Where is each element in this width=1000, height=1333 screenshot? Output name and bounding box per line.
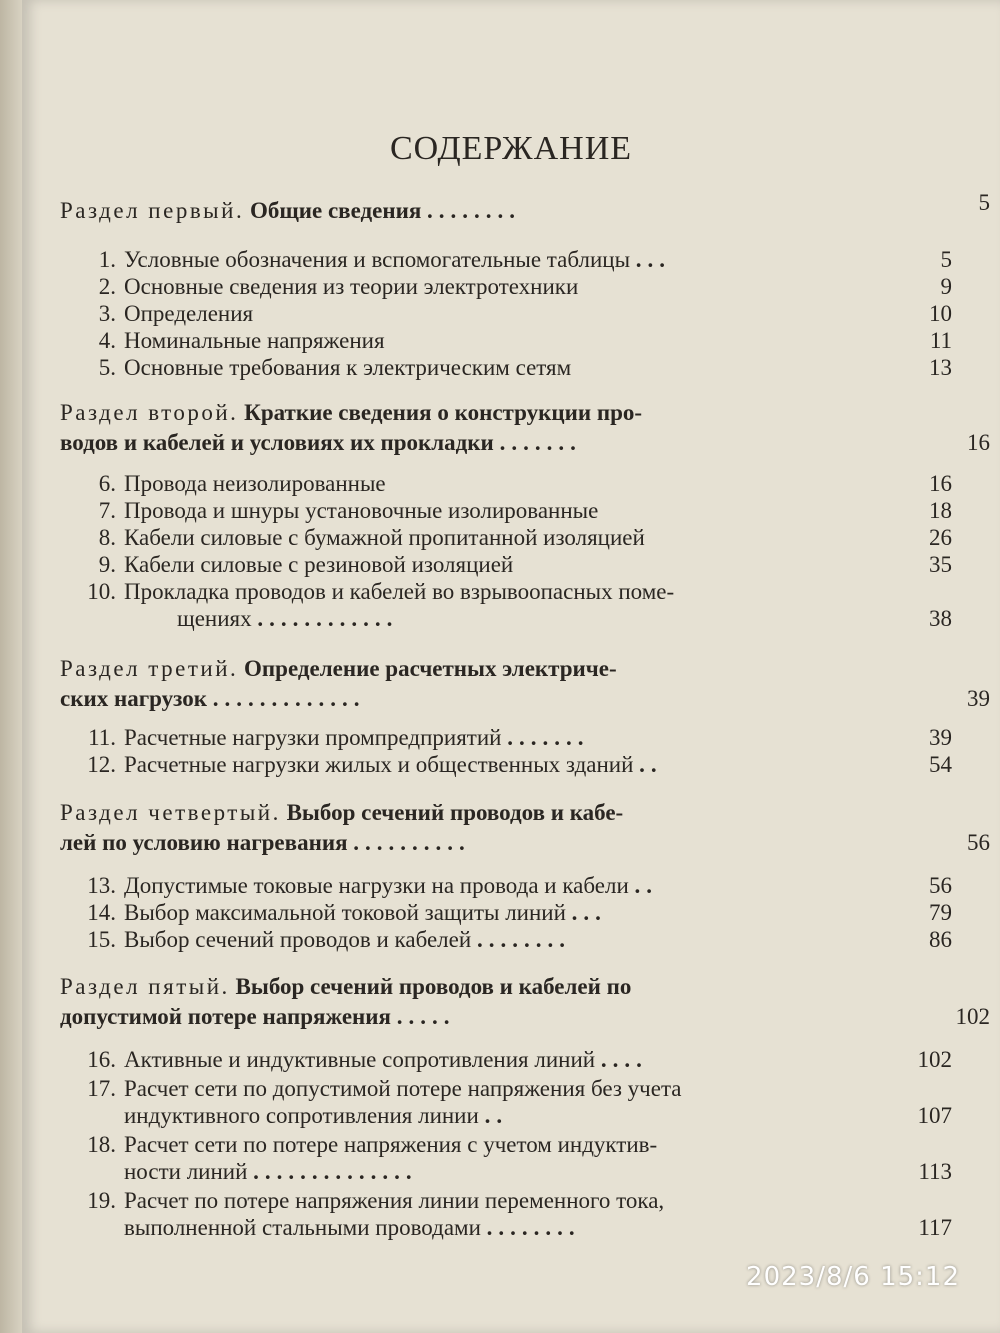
page-title: СОДЕРЖАНИЕ	[389, 130, 633, 167]
item-number: 15.	[87, 927, 116, 952]
page-number: 10	[929, 301, 952, 326]
item-number: 9.	[98, 552, 116, 577]
item-title: Определения	[124, 301, 254, 326]
page-number: 86	[929, 927, 952, 952]
item-title: Расчетные нагрузки жилых и общественных зданий	[124, 752, 634, 777]
item-number: 19.	[87, 1188, 116, 1213]
toc-item-1: 1. Условные обозначения и вспомогательные таблицы ... 5	[82, 246, 952, 273]
toc-item-15: 15. Выбор сечений проводов и кабелей ........ 86	[82, 926, 952, 953]
toc-item-2	[82, 273, 952, 300]
item-number: 13.	[87, 873, 116, 898]
page-number: 54	[929, 752, 952, 777]
toc-item-7	[82, 497, 952, 524]
page-number: 39	[967, 686, 990, 711]
toc-item-4	[82, 327, 952, 354]
toc-item-14: 14. Выбор максимальной токовой защиты линий ... 79	[82, 899, 952, 926]
item-number: 6.	[98, 471, 116, 496]
page-number: 5	[940, 247, 952, 272]
page-number: 102	[917, 1047, 952, 1072]
toc-item-17: 17. Расчет сети по допустимой потере напряжения без учета индуктивного сопротивления линии .. 107	[82, 1075, 952, 1129]
book-spine	[0, 0, 22, 1333]
section-prefix: Раздел второй.	[60, 400, 239, 425]
page-number: 56	[967, 830, 990, 855]
section-prefix: Раздел третий.	[60, 656, 239, 681]
section-prefix: Раздел пятый.	[60, 974, 230, 999]
item-title-cont: выполненной стальными проводами	[124, 1215, 481, 1240]
item-title: Активные и индуктивные сопротивления линий	[124, 1047, 596, 1072]
item-title: Расчет сети по потере напряжения с учетом индуктив-	[124, 1132, 658, 1157]
page-number: 11	[929, 328, 952, 353]
page-number: 107	[917, 1103, 952, 1128]
item-title: Провода неизолированные	[124, 471, 386, 496]
page-number: 16	[929, 471, 952, 496]
page-number: 5	[978, 190, 990, 215]
item-title: Прокладка проводов и кабелей во взрывоопасных поме-	[124, 579, 675, 604]
section-4-heading: Раздел четвертый. Выбор сечений проводов и кабе- лей по условию нагревания .......... 56	[60, 798, 990, 858]
item-title: Номинальные напряжения	[124, 328, 385, 353]
page-number: 38	[929, 606, 952, 631]
section-prefix: Раздел первый.	[60, 198, 245, 223]
toc-item-9	[82, 551, 952, 578]
page-number: 56	[929, 873, 952, 898]
section-1-heading: Раздел первый. Общие сведения ........ 5	[60, 190, 990, 223]
section-name: Выбор сечений проводов и кабе-	[286, 800, 624, 825]
item-number: 17.	[87, 1076, 116, 1101]
toc-item-18: 18. Расчет сети по потере напряжения с учетом индуктив- ности линий .............. 113	[82, 1131, 952, 1185]
toc-item-11: 11. Расчетные нагрузки промпредприятий ....... 39	[82, 724, 952, 751]
item-title: Основные сведения из теории электротехники	[124, 274, 579, 299]
item-number: 10.	[87, 579, 116, 604]
item-number: 4.	[98, 328, 116, 353]
section-name: Определение расчетных электриче-	[244, 656, 617, 681]
item-title-cont: щениях	[177, 606, 252, 631]
item-title: Расчетные нагрузки промпредприятий	[124, 725, 502, 750]
toc-item-5	[82, 354, 952, 381]
page-number: 117	[918, 1215, 952, 1240]
page-number: 79	[929, 900, 952, 925]
page-number: 26	[929, 525, 952, 550]
item-number: 11.	[88, 725, 116, 750]
page-number: 35	[929, 552, 952, 577]
item-title: Провода и шнуры установочные изолированные	[124, 498, 599, 523]
item-number: 18.	[87, 1132, 116, 1157]
item-title: Условные обозначения и вспомогательные таблицы	[124, 247, 631, 272]
toc-item-6	[82, 470, 952, 497]
page-number: 102	[955, 1004, 990, 1029]
page-number: 113	[918, 1159, 952, 1184]
item-title-cont: ности линий	[124, 1159, 248, 1184]
item-title: Допустимые токовые нагрузки на провода и кабели	[124, 873, 629, 898]
section-3-heading: Раздел третий. Определение расчетных электриче- ских нагрузок ............. 39	[60, 654, 990, 714]
item-number: 3.	[98, 301, 116, 326]
page-number: 13	[929, 355, 952, 380]
section-name-cont: водов и кабелей и условиях их прокладки	[60, 430, 494, 455]
item-title: Выбор максимальной токовой защиты линий	[124, 900, 566, 925]
book-page	[22, 0, 1000, 1333]
section-name: Общие сведения	[249, 198, 422, 223]
section-name-cont: ских нагрузок	[60, 686, 208, 711]
section-name-cont: лей по условию нагревания	[60, 830, 348, 855]
section-prefix: Раздел четвертый.	[60, 800, 281, 825]
item-number: 5.	[98, 355, 116, 380]
item-title: Кабели силовые с бумажной пропитанной изоляцией	[124, 525, 645, 550]
page-number: 16	[967, 430, 990, 455]
item-number: 8.	[98, 525, 116, 550]
item-title-cont: индуктивного сопротивления линии	[124, 1103, 479, 1128]
item-title: Выбор сечений проводов и кабелей	[124, 927, 472, 952]
section-name-cont: допустимой потере напряжения	[60, 1004, 391, 1029]
item-number: 12.	[87, 752, 116, 777]
section-2-heading: Раздел второй. Краткие сведения о конструкции про- водов и кабелей и условиях их прокладки ....... 16	[60, 398, 990, 458]
toc-item-8	[82, 524, 952, 551]
item-title: Основные требования к электрическим сетям	[124, 355, 572, 380]
item-number: 2.	[98, 274, 116, 299]
item-number: 16.	[87, 1047, 116, 1072]
item-number: 7.	[98, 498, 116, 523]
item-title: Расчет сети по допустимой потере напряжения без учета	[124, 1076, 682, 1101]
section-5-heading: Раздел пятый. Выбор сечений проводов и кабелей по допустимой потере напряжения ..... 102	[60, 972, 990, 1032]
toc-item-19: 19. Расчет по потере напряжения линии переменного тока, выполненной стальными проводами ........ 117	[82, 1187, 952, 1241]
toc-item-16: 16. Активные и индуктивные сопротивления линий .... 102	[82, 1046, 952, 1073]
toc-item-3	[82, 300, 952, 327]
item-number: 1.	[98, 247, 116, 272]
item-title: Кабели силовые с резиновой изоляцией	[124, 552, 514, 577]
page-number: 18	[929, 498, 952, 523]
toc-item-12: 12. Расчетные нагрузки жилых и общественных зданий .. 54	[82, 751, 952, 778]
page-number: 9	[940, 274, 952, 299]
section-name: Выбор сечений проводов и кабелей по	[235, 974, 632, 999]
toc-item-10: 10. Прокладка проводов и кабелей во взрывоопасных поме- щениях ............ 38	[82, 578, 952, 632]
toc-item-13: 13. Допустимые токовые нагрузки на провода и кабели .. 56	[82, 872, 952, 899]
section-name: Краткие сведения о конструкции про-	[244, 400, 643, 425]
photo-timestamp: 2023/8/6 15:12	[746, 1262, 960, 1292]
page-number: 39	[929, 725, 952, 750]
item-title: Расчет по потере напряжения линии переменного тока,	[124, 1188, 665, 1213]
item-number: 14.	[87, 900, 116, 925]
